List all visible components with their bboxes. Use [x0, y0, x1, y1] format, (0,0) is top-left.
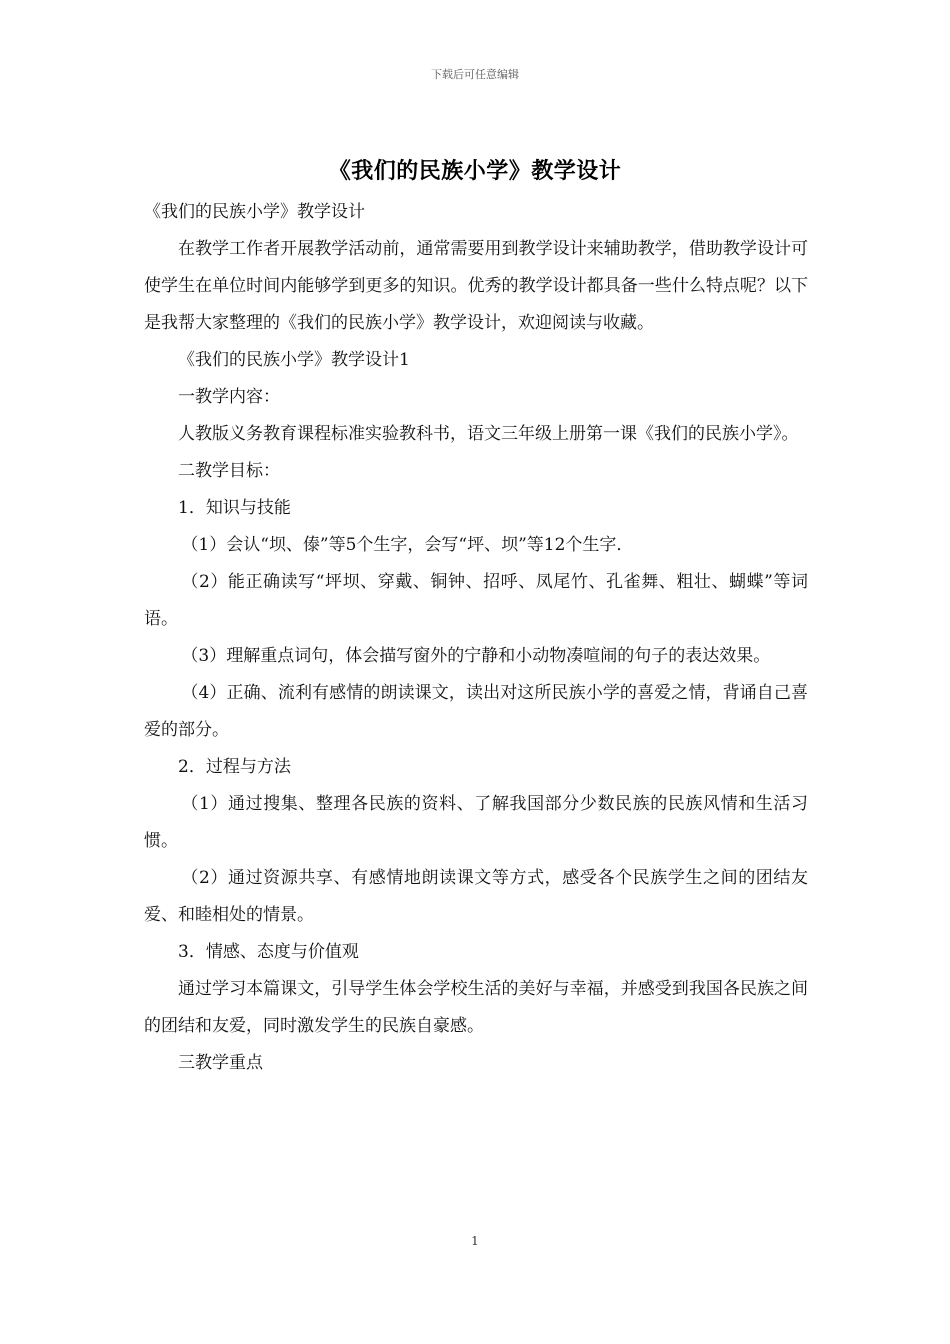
list-item: （2）能正确读写“坪坝、穿戴、铜钟、招呼、凤尾竹、孔雀舞、粗壮、蝴蝶”等词语。 — [144, 572, 808, 629]
list-item: （4）正确、流利有感情的朗读课文，读出对这所民族小学的喜爱之情，背诵自己喜爱的部分。 — [144, 683, 808, 740]
section-heading: 三教学重点 — [178, 1053, 263, 1073]
document-body — [144, 194, 808, 1082]
list-item: （1）会认“坝、傣”等5个生字，会写“坪、坝”等12个生字． — [181, 535, 634, 555]
body-paragraph: 人教版义务教育课程标准实验教科书，语文三年级上册第一课《我们的民族小学》。 — [178, 424, 799, 444]
list-item: （1）通过搜集、整理各民族的资料、了解我国部分少数民族的民族风情和生活习惯。 — [144, 794, 808, 851]
page-number: 1 — [471, 1234, 479, 1248]
subtitle-line: 《我们的民族小学》教学设计 — [144, 202, 365, 222]
document-title: 《我们的民族小学》教学设计 — [328, 158, 622, 184]
body-paragraph: 通过学习本篇课文，引导学生体会学校生活的美好与幸福，并感受到我国各民族之间的团结和友爱，同时激发学生的民族自豪感。 — [144, 979, 808, 1036]
subsection-heading: 1．知识与技能 — [178, 498, 291, 518]
intro-paragraph: 在教学工作者开展教学活动前，通常需要用到教学设计来辅助教学，借助教学设计可使学生在单位时间内能够学到更多的知识。优秀的教学设计都具备一些什么特点呢？以下是我帮大家整理的《我们的民族小学》教学设计，欢迎阅读与收藏。 — [144, 239, 808, 333]
header-note: 下载后可任意编辑 — [431, 68, 519, 81]
section-heading: 一教学内容： — [178, 387, 280, 407]
list-item: （3）理解重点词句，体会描写窗外的宁静和小动物凑喧闹的句子的表达效果。 — [181, 646, 771, 666]
section-heading: 二教学目标： — [178, 461, 280, 481]
section-heading: 《我们的民族小学》教学设计1 — [178, 350, 410, 370]
subsection-heading: 3．情感、态度与价值观 — [178, 942, 359, 962]
subsection-heading: 2．过程与方法 — [178, 757, 291, 777]
list-item: （2）通过资源共享、有感情地朗读课文等方式，感受各个民族学生之间的团结友爱、和睦相处的情景。 — [144, 868, 808, 925]
